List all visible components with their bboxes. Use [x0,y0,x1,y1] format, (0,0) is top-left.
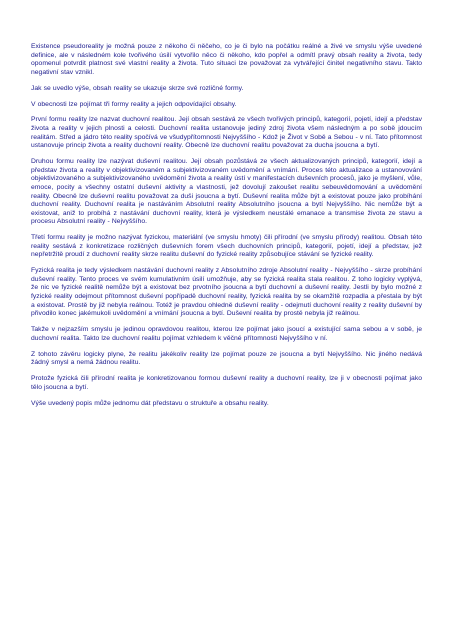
paragraph-physical-reality: Třetí formu reality je možno nazývat fyzickou, materiální (ve smyslu hmoty) čili přírodní (ve smyslu přírody) realitou. Obsah této reality sestává z konkretizace rozličných duševních forem všech duchovních principů, kategorií, pojetí, idejí a představ, jež nepřetržitě proudí z duchovní reality skrze realitu duševní do fyzické reality způsobujíce stávání se fyzické reality. [31,234,422,259]
paragraph-conclusion: Z tohoto závěru logicky plyne, že realitu jakékoliv reality lze pojímat pouze ze jsoucna a bytí Nejvyššího. Nic jiného nedává žádný smysl a nemá žádnou realitu. [31,350,422,367]
paragraph-three-forms: V obecnosti lze pojímat tři formy reality a jejich odpovídající obsahy. [31,100,237,108]
paragraph-body-of-being: Protože fyzická čili přírodní realita je konkretizovanou formou duševní reality a duchovní reality, lze ji v obecnosti pojímat jako tělo jsoucna a bytí. [31,375,422,391]
paragraph-spiritual-reality: První formu reality lze nazvat duchovní realitou. Její obsah sestává ze všech tvořivých principů, kategorií, pojetí, idejí a představ života a reality v jejich plnosti a celosti. Duchovní realita ustanovuje jediný zdroj života všem následným a po sobě jdoucím realitám. Střed a jádro této reality spočívá ve všudypřítomnosti Nejvyššího - Kdož je Život v Sobě a Sebou - v ní. Tato přítomnost ustanovuje princip života a reality duchovní reality. Obecně lze duchovní realitu považovat za ducha jsoucna a bytí. [31,116,422,150]
paragraph-mental-reality: Druhou formu reality lze nazývat duševní realitou. Její obsah pozůstává ze všech aktualizovaných principů, kategorií, idejí a představ života a reality v objektivizovaném a subjektivizovaném uvědomění a vnímání. Proces této aktualizace a ustanovování objektivizovaného a subjektivizovaného uvědomění života a reality ústí v manifestacích duševních procesů, jako je myšlení, vůle, emoce, pocity a všechny ostatní duševní aktivity a vlastnosti, jež dovolují zakoušet realitu sebeuvědomování a uvědomění reality. Obecně lze duševní realitu považovat za duši jsoucna a bytí. Duševní realita může být a existovat pouze jako probíhání duchovní reality. Duchovní realita je nastáváním Absolutní reality Absolutního jsoucna a bytí Nejvyššího. Nic nemůže být a existovat, aniž to probíhá z nastávání duchovní reality, která je výsledkem neustálé emanace a transmise života ze stavu a procesu Absolutní reality - Nejvyššího. [31,158,422,226]
paragraph-forms-intro: Jak se uvedlo výše, obsah reality se ukazuje skrze své rozličné formy. [31,84,244,92]
paragraph-physical-result: Fyzická realita je tedy výsledkem nastávání duchovní reality z Absolutního zdroje Absolutní reality - Nejvyššího - skrze probíhání duševní reality. Tento proces ve svém kumulativním úsilí umožňuje, aby se fyzická realita stala realitou. Z toho logicky vyplývá, že nic ve fyzické realitě nemůže být a existovat bez prvotního jsoucna a bytí duchovní a duševní reality. Jestli by bylo možné z fyzické reality odejmout přítomnost duševní popřípadě duchovní reality, fyzická realita by se okamžitě rozpadla a přestala by být a existovat. Prostě by již nebyla reálnou. Totéž je pravdou ohledně duševní reality - odejmutí duchovní reality z reality duševní by přivodilo konec jakémukoli uvědomění a vnímání jsoucna a bytí. Duševní realita by prostě nebyla již reálnou. [31,267,422,318]
paragraph-pseudoreality: Existence pseudoreality je možná pouze z někoho či něčeho, co je či bylo na počátku reálné a živé ve smyslu výše uvedené definice, ale v následném kole tvořivého úsilí vytvořilo něco či někoho, kdo popřel a odmítl pravý obsah reality a života, tedy opomenul potvrdit platnost své vlastní reality a života. Tuto situaci lze považovat za vytvářející činitel negativního stavu. Takto negativní stav vznikl. [31,43,422,76]
paragraph-true-reality: Takže v nejzazším smyslu je jedinou opravdovou realitou, kterou lze pojímat jako jsoucí a existující sama sebou a v sobě, je duchovní realita. Takto lze duchovní realitu pojímat vzhledem k věčné přítomnosti Nejvyššího v ní. [31,326,422,342]
paragraph-closing: Výše uvedený popis může jednomu dát představu o struktuře a obsahu reality. [31,399,269,407]
